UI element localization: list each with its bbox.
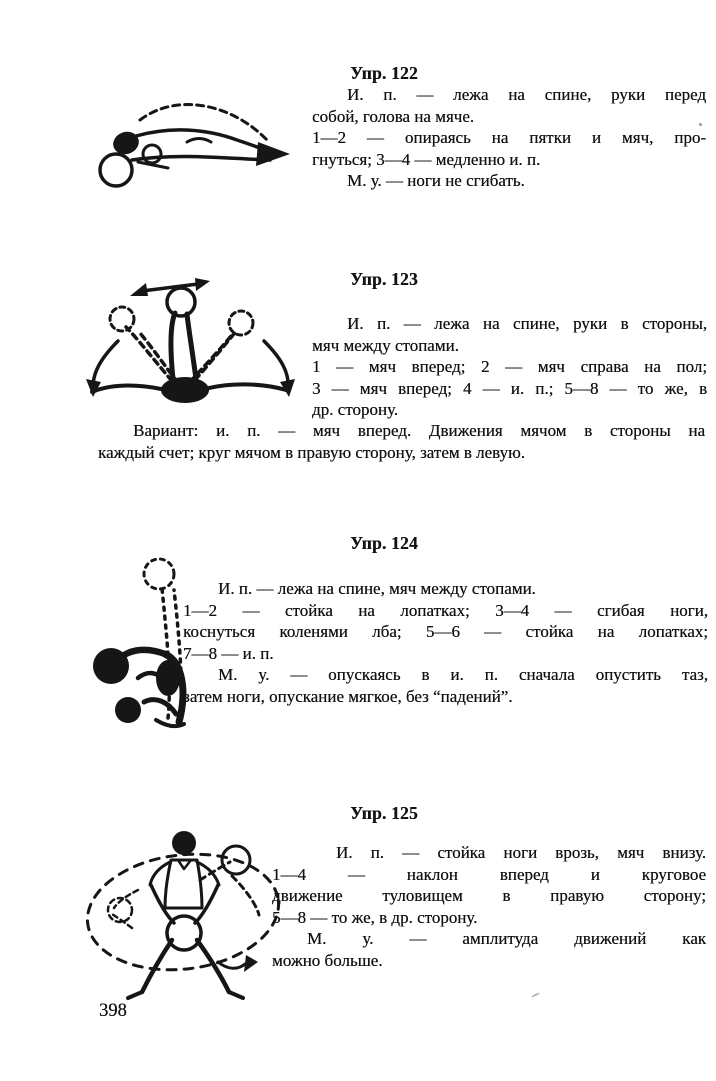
scan-speck	[699, 123, 702, 126]
exercise-124-title: Упр. 124	[350, 532, 418, 553]
text-line: И. п. — лежа на спине, руки в стороны,	[347, 314, 707, 333]
exercise-123-title: Упр. 123	[350, 268, 418, 289]
text-line: М. у. — ноги не сгибать.	[347, 171, 525, 191]
exercise-125-illustration	[80, 820, 295, 1002]
exercise-125-title: Упр. 125	[350, 802, 418, 823]
text-line: др. сторону.	[312, 400, 399, 420]
exercise-125-text	[272, 842, 706, 972]
text-line: Вариант: и. п. — мяч вперед. Движения мячом в стороны на	[133, 421, 705, 440]
text-line: М. у. — опускаясь в и. п. сначала опустить таз,	[218, 665, 708, 685]
text-line: коснуться коленями лба; 5—6 — стойка на лопатках;	[183, 622, 708, 642]
text-line: каждый счет; круг мячом в правую сторону, затем в левую.	[98, 442, 525, 462]
page-number: 398	[99, 1001, 127, 1021]
exercise-123-text	[312, 313, 707, 421]
exercise-124-text	[183, 578, 708, 708]
text-line: И. п. — лежа на спине, мяч между стопами.	[218, 579, 536, 598]
exercise-123-variant-text	[98, 420, 705, 463]
exercise-123-illustration	[80, 277, 302, 429]
text-line: мяч между стопами.	[312, 335, 459, 355]
text-line: гнуться; 3—4 — медленно и. п.	[312, 149, 541, 169]
text-line: 7—8 — и. п.	[183, 643, 274, 663]
text-line: 1—2 — стойка на лопатках; 3—4 — сгибая ноги,	[183, 600, 708, 620]
text-line: 1—4 — наклон вперед и круговое	[272, 864, 706, 884]
figure-legs-up-ball-between-feet-icon	[80, 277, 302, 429]
exercise-122-title: Упр. 122	[350, 62, 418, 83]
figure-standing-trunk-circles-icon	[80, 820, 295, 1002]
text-line: можно больше.	[272, 950, 383, 970]
exercise-122-text	[312, 84, 706, 192]
text-line: И. п. — лежа на спине, руки перед	[347, 85, 706, 104]
text-line: затем ноги, опускание мягкое, без “падений”.	[183, 686, 513, 706]
text-line: 5—8 — то же, в др. сторону.	[272, 907, 478, 927]
text-line: 3 — мяч вперед; 4 — и. п.; 5—8 — то же, в	[312, 378, 707, 398]
exercise-122-illustration	[92, 80, 297, 198]
text-line: 1 — мяч вперед; 2 — мяч справа на пол;	[312, 357, 707, 377]
figure-lying-on-back-head-on-ball-icon	[92, 80, 297, 198]
text-line: движение туловищем в правую сторону;	[272, 886, 706, 906]
text-line: И. п. — стойка ноги врозь, мяч внизу.	[336, 843, 706, 862]
text-line: 1—2 — опираясь на пятки и мяч, про-	[312, 128, 706, 148]
text-line: М. у. — амплитуда движений как	[307, 929, 706, 949]
text-line: собой, голова на мяче.	[312, 106, 475, 126]
scan-speck	[531, 992, 540, 998]
